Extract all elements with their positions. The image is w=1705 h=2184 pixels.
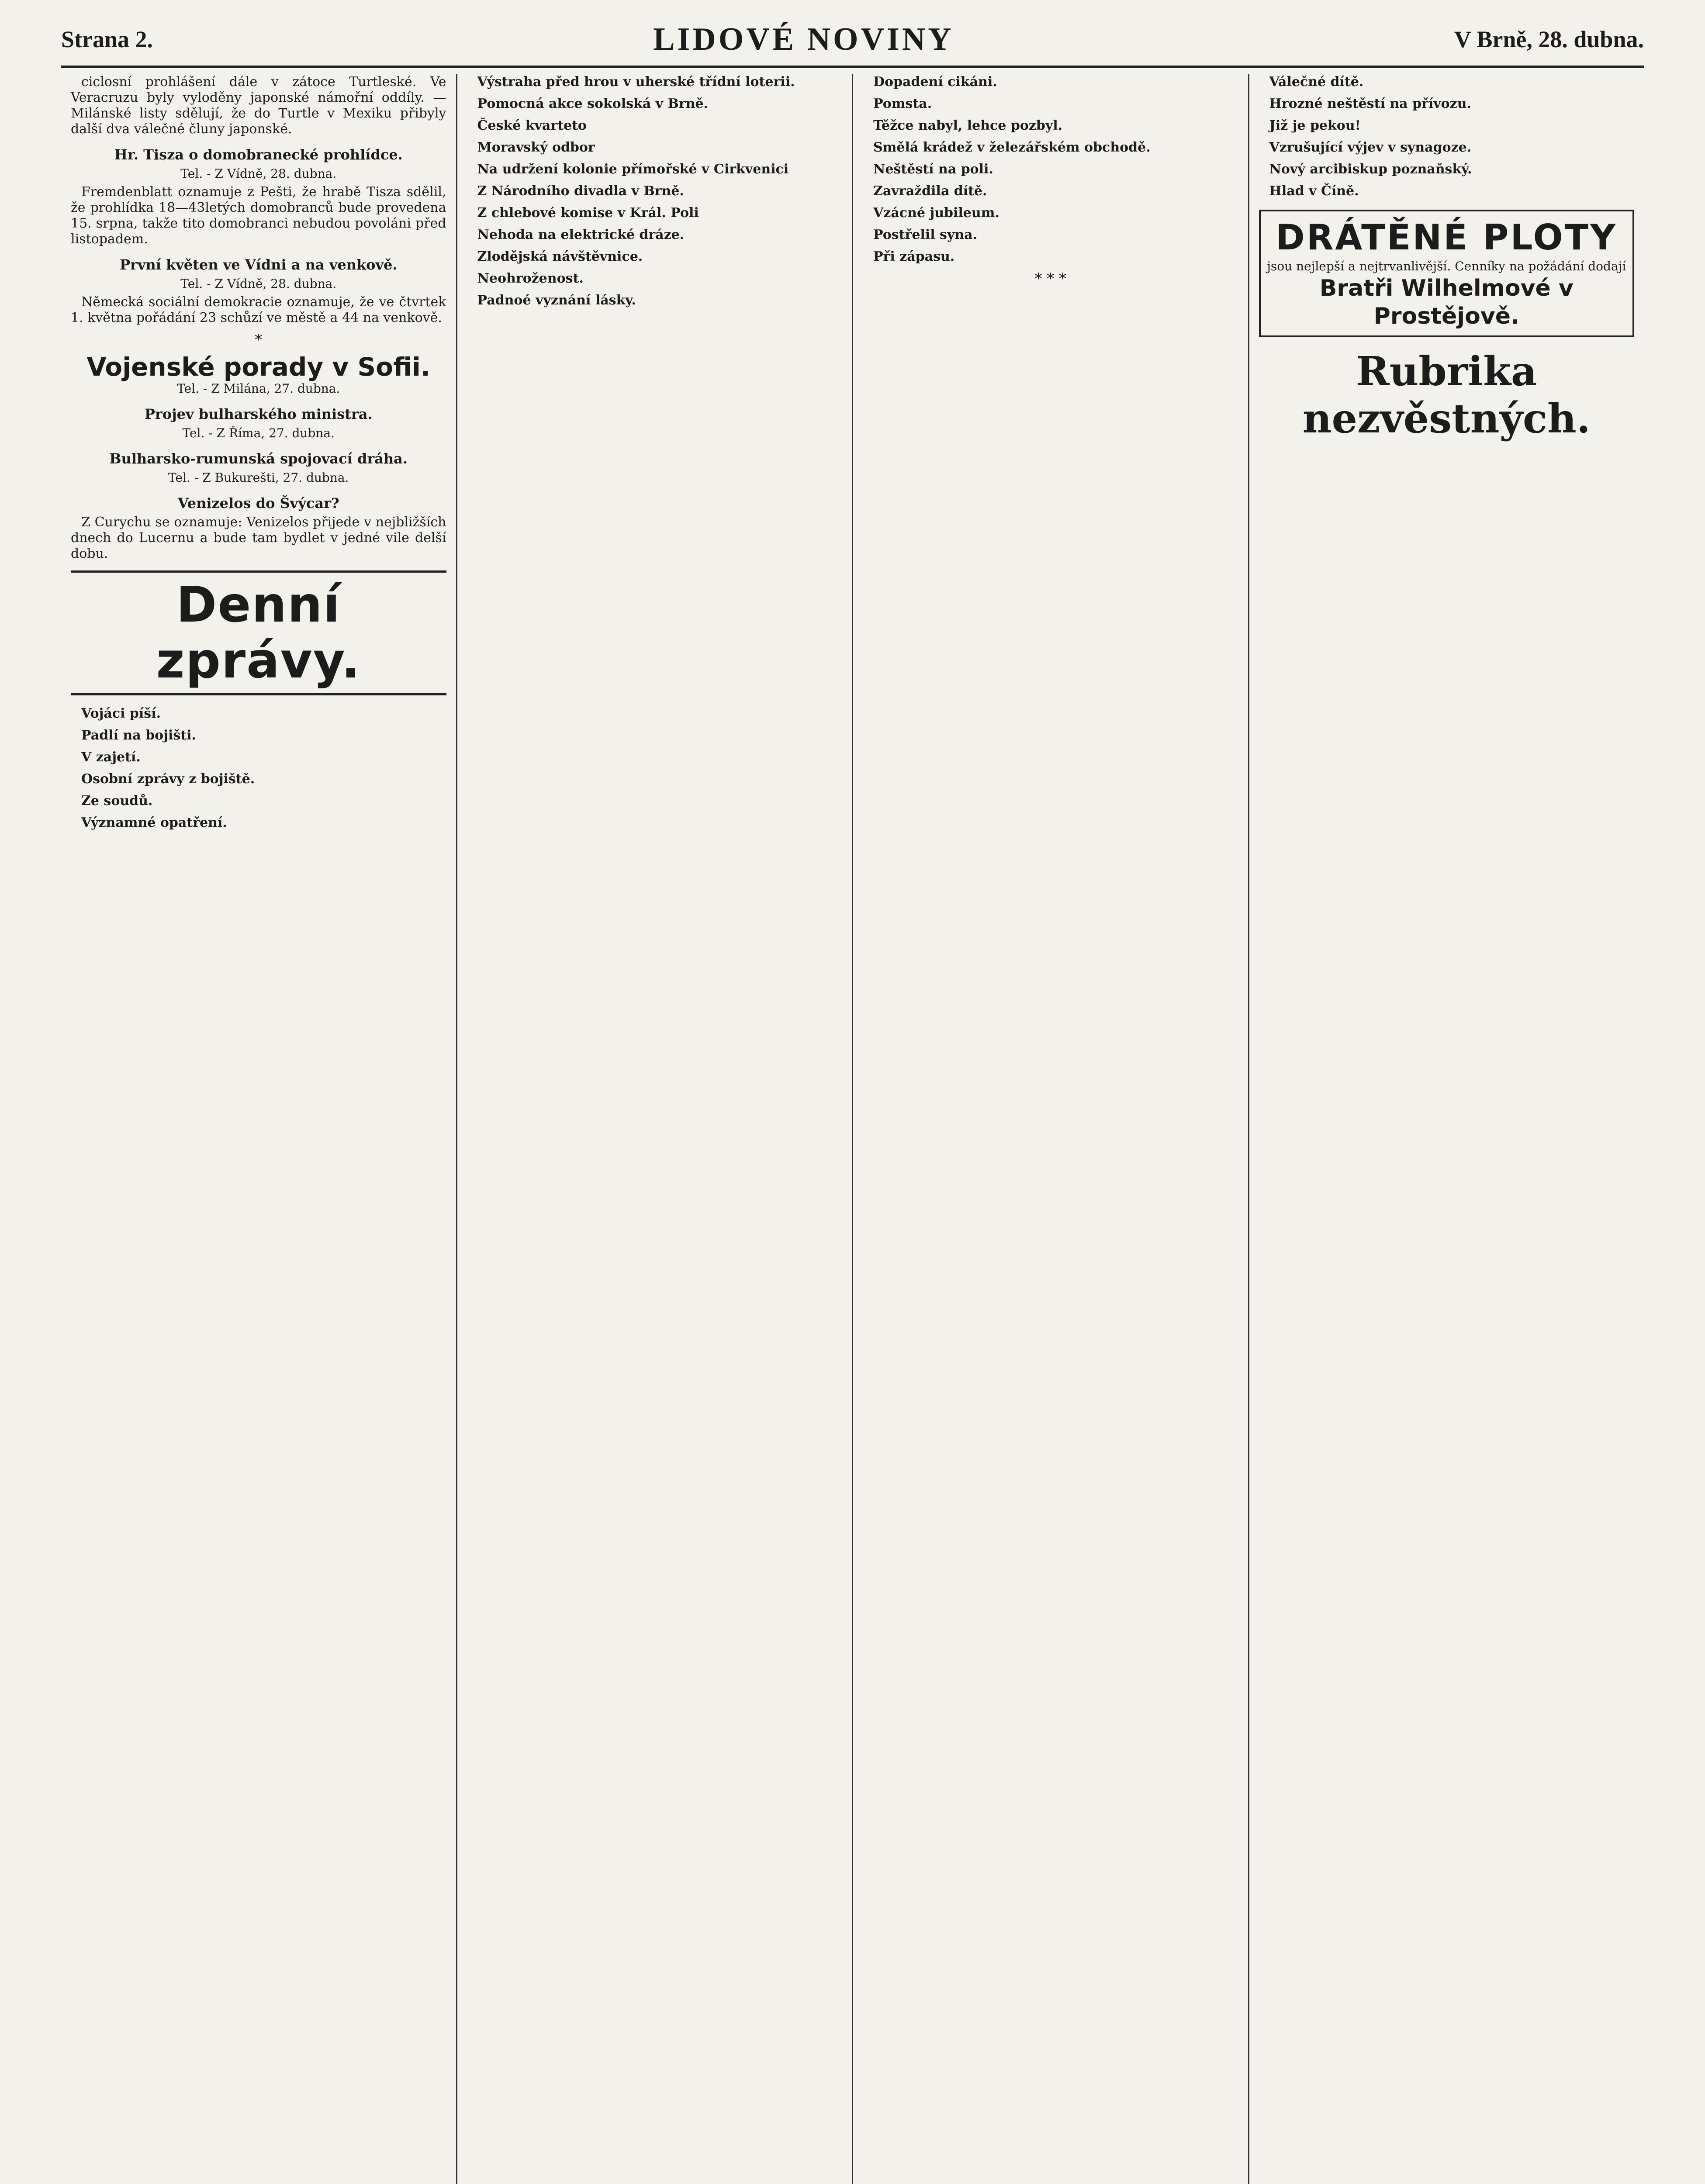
ad-title: DRÁTĚNÉ PLOTY <box>1276 217 1618 258</box>
column-2 <box>457 74 854 2184</box>
news-title: Nový arcibiskup poznaňský. <box>1269 162 1472 177</box>
separator-asterisks: * * * <box>1034 270 1067 287</box>
news-title: Dopadení cikáni. <box>873 74 997 90</box>
news-title: Těžce nabyl, lehce pozbyl. <box>873 118 1063 133</box>
news-title: Zavraždila dítě. <box>873 183 987 199</box>
item-text: Z Curychu se oznamuje: Venizelos přijede v nejbližších dnech do Lucernu a bude tam bydlet v jedné vile delší dobu. <box>71 515 446 561</box>
news-title: Smělá krádež v železářském obchodě. <box>873 140 1151 155</box>
news-title: Moravský odbor <box>477 140 595 155</box>
news-title: Hrozné neštěstí na přívozu. <box>1269 96 1471 111</box>
item-dateline: Tel. - Z Milána, 27. dubna. <box>177 381 340 396</box>
news-title: Výstraha před hrou v uherské třídní loterii. <box>477 74 795 90</box>
news-title: Válečné dítě. <box>1269 74 1364 90</box>
separator-asterisk: * <box>255 331 263 349</box>
item-dateline: Tel. - Z Vídně, 28. dubna. <box>180 276 337 291</box>
news-title: Vzácné jubileum. <box>873 205 999 221</box>
news-title: Již je pekou! <box>1269 118 1361 133</box>
column-4 <box>1249 74 1644 2184</box>
news-title: Postřelil syna. <box>873 227 978 242</box>
item-title-bulharsky-ministr: Projev bulharského ministra. <box>144 406 373 422</box>
page-number: Strana 2. <box>61 26 153 52</box>
news-title: Neštěstí na poli. <box>873 162 993 177</box>
column-1 <box>61 74 457 2184</box>
item-title-prvni-kveten: První květen ve Vídni a na venkově. <box>119 256 398 273</box>
news-title: České kvarteto <box>477 118 587 133</box>
item-dateline: Tel. - Z Vídně, 28. dubna. <box>180 166 337 181</box>
news-title: Pomocná akce sokolská v Brně. <box>477 96 709 111</box>
item-text: Fremdenblatt oznamuje z Pešti, že hrabě Tisza sdělil, že prohlídka 18—43letých domobranců bude provedena 15. srpna, takže tito domobranci nebudou povoláni před listopadem. <box>71 184 446 247</box>
news-title: Významné opatření. <box>81 815 227 830</box>
advertisement-wire-fences <box>1259 210 1635 337</box>
news-title: Padnoé vyznání lásky. <box>477 293 636 308</box>
ad-brand: Bratři Wilhelmové v Prostějově. <box>1319 275 1574 329</box>
news-title: Zlodějská návštěvnice. <box>477 249 643 264</box>
news-title: Osobní zprávy z bojiště. <box>81 771 255 787</box>
item-title-spojovaci-draha: Bulharsko-rumunská spojovací dráha. <box>109 450 408 467</box>
news-title: Vojáci píší. <box>81 706 161 721</box>
news-title: Při zápasu. <box>873 249 955 264</box>
news-title: Nehoda na elektrické dráze. <box>477 227 685 242</box>
section-title-sofia: Vojenské porady v Sofii. <box>86 352 430 382</box>
news-title: Padlí na bojišti. <box>81 728 196 743</box>
news-title: Na udržení kolonie přímořské v Cirkvenici <box>477 162 789 177</box>
column-3 <box>853 74 1249 2184</box>
news-title: Neohroženost. <box>477 271 584 286</box>
news-title: Pomsta. <box>873 96 932 111</box>
item-dateline: Tel. - Z Říma, 27. dubna. <box>182 426 335 440</box>
section-heading-rubrika: Rubrika nezvěstných. <box>1302 348 1591 442</box>
item-title-venizelos: Venizelos do Švýcar? <box>177 495 339 511</box>
section-heading-denni-zpravy: Denní zprávy. <box>71 570 446 695</box>
masthead <box>61 13 1644 68</box>
columns <box>61 74 1644 2184</box>
opening-text: ciclosní prohlášení dále v zátoce Turtleské. Ve Veracruzu byly vyloděny japonské námořní oddíly. — Milánské listy sdělují, že do Turtle v Mexiku přibyly další dva válečné čluny japonské. <box>71 74 446 137</box>
news-title: Ze soudů. <box>81 793 153 809</box>
news-title: Z Národního divadla v Brně. <box>477 183 684 199</box>
item-title-tisza: Hr. Tisza o domobranecké prohlídce. <box>114 146 403 163</box>
ad-subtitle: jsou nejlepší a nejtrvanlivější. Cenníky na požádání dodají <box>1267 259 1626 273</box>
item-dateline: Tel. - Z Bukurešti, 27. dubna. <box>168 470 349 485</box>
news-title: Z chlebové komise v Král. Poli <box>477 205 699 221</box>
paper-name: LIDOVÉ NOVINY <box>653 21 954 57</box>
masthead-dateline: V Brně, 28. dubna. <box>1454 26 1644 52</box>
news-title: V zajetí. <box>81 750 141 765</box>
news-title: Hlad v Číně. <box>1269 183 1359 199</box>
news-title: Vzrušující výjev v synagoze. <box>1269 140 1472 155</box>
item-text: Německá sociální demokracie oznamuje, že ve čtvrtek 1. května pořádání 23 schůzí ve městě a 44 na venkově. <box>71 294 446 325</box>
